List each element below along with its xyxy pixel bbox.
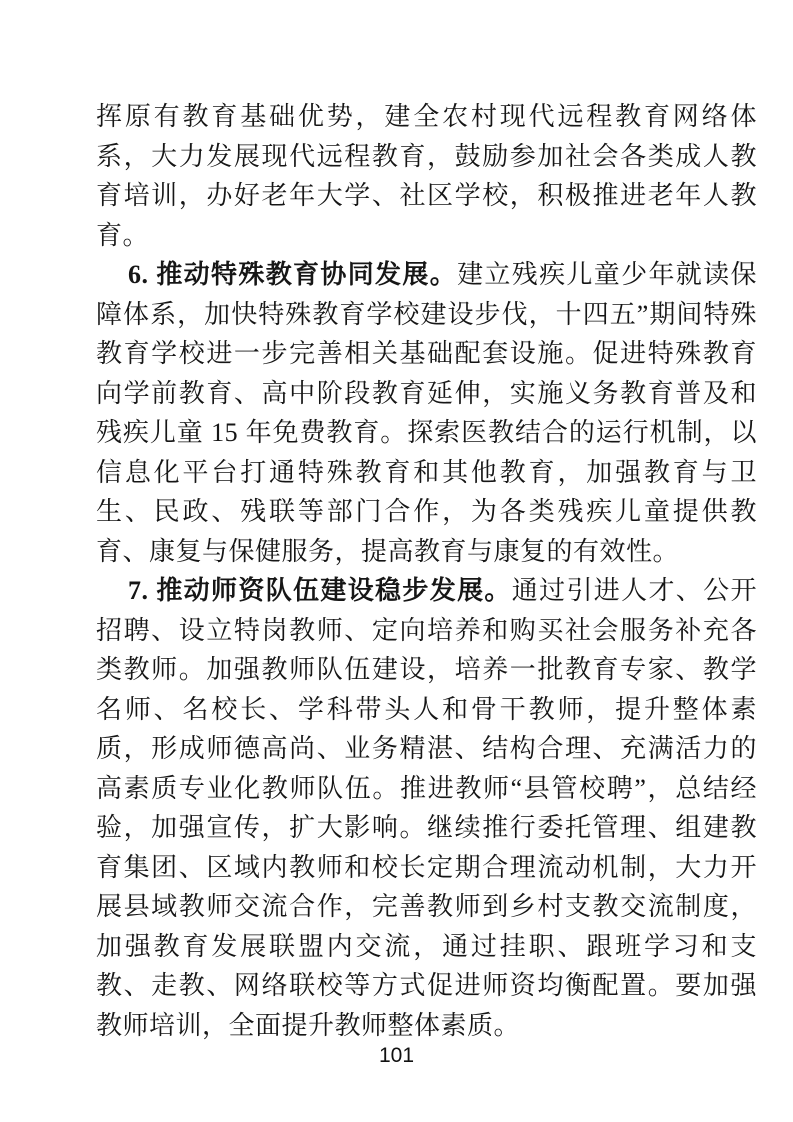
section-6-heading: 6. 推动特殊教育协同发展。: [128, 260, 458, 289]
section-6-body: 建立残疾儿童少年就读保障体系，加快特殊教育学校建设步伐，十四五”期间特殊教育学校进一步完善相关基础配套设施。促进特殊教育向学前教育、高中阶段教育延伸，实施义务教育普及和残疾儿童 15 年免费教育。探索医教结合的运行机制，以信息化平台打通特殊教育和其他教育，加强教育与卫生、民政、残联等部门合作，为各类残疾儿童提供教育、康复与保健服务，提高教育与康复的有效性。: [96, 260, 757, 566]
section-7-heading: 7. 推动师资队伍建设稳步发展。: [128, 576, 512, 605]
paragraph-continuation: 挥原有教育基础优势，建全农村现代远程教育网络体系，大力发展现代远程教育，鼓励参加社会各类成人教育培训，办好老年大学、社区学校，积极推进老年人教育。: [96, 102, 757, 250]
paragraph-section-6: [96, 255, 757, 571]
page-content: [96, 97, 757, 1045]
paragraph-section-7: [96, 571, 757, 1045]
page-number: 101: [378, 1044, 415, 1067]
section-7-body: 通过引进人才、公开招聘、设立特岗教师、定向培养和购买社会服务补充各类教师。加强教师队伍建设，培养一批教育专家、教学名师、名校长、学科带头人和骨干教师，提升整体素质，形成师德高尚、业务精湛、结构合理、充满活力的高素质专业化教师队伍。推进教师“县管校聘”，总结经验，加强宣传，扩大影响。继续推行委托管理、组建教育集团、区域内教师和校长定期合理流动机制，大力开展县域教师交流合作，完善教师到乡村支教交流制度，加强教育发展联盟内交流，通过挂职、跟班学习和支教、走教、网络联校等方式促进师资均衡配置。要加强教师培训，全面提升教师整体素质。: [96, 576, 757, 1040]
